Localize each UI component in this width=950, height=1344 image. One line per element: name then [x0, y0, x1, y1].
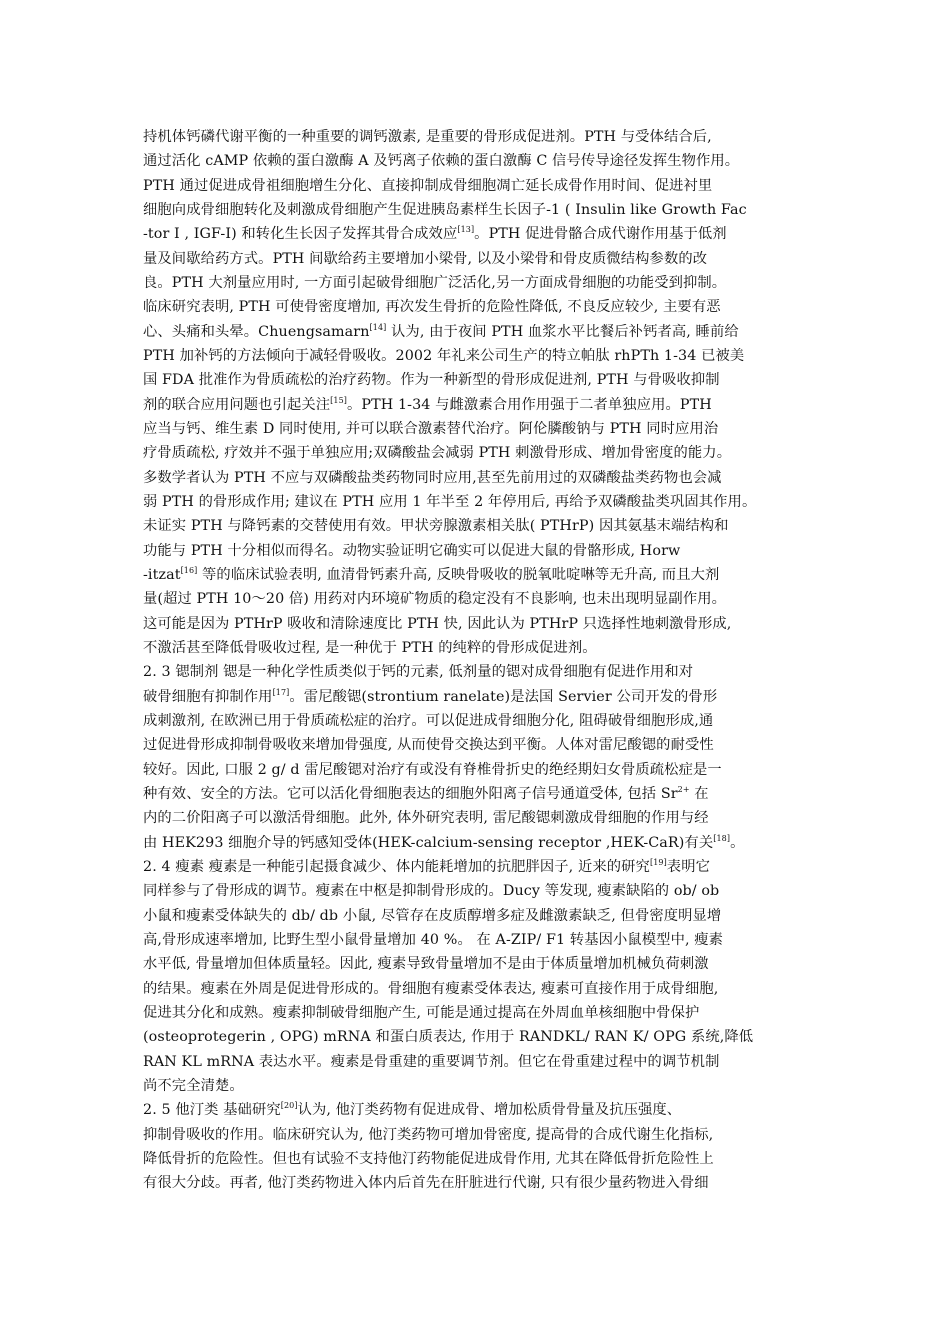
text-line	[143, 565, 719, 585]
text-run: 量及间歇给药方式。PTH 间歇给药主要增加小梁骨, 以及小梁骨和骨皮质微结构参数的改	[143, 250, 708, 267]
text-line	[143, 224, 727, 244]
text-run: 临床研究表明, PTH 可使骨密度增加, 再次发生骨折的危险性降低, 不良反应较少, 主要有恶	[143, 299, 721, 316]
text-line	[143, 808, 709, 828]
text-line	[143, 516, 729, 536]
text-line	[143, 662, 693, 682]
text-run: -tor I , IGF-I) 和转化生长因子发挥其骨合成效应	[143, 226, 458, 243]
citation-superscript: [17]	[272, 687, 290, 697]
text-run: 多数学者认为 PTH 不应与双磷酸盐类药物同时应用,甚至先前用过的双磷酸盐类药物也会减	[143, 469, 722, 486]
text-run: 2. 5 他汀类 基础研究	[143, 1102, 281, 1119]
text-run: 疗骨质疏松, 疗效并不强于单独应用;双磷酸盐会减弱 PTH 刺激骨形成、增加骨密度的能力。	[143, 445, 732, 462]
text-run: 尚不完全清楚。	[143, 1077, 244, 1094]
text-run: 水平低, 骨量增加但体质量轻。因此, 瘦素导致骨量增加不是由于体质量增加机械负荷刺激	[143, 956, 709, 973]
text-line	[143, 735, 714, 755]
citation-superscript: [19]	[649, 857, 667, 867]
text-run: (osteoprotegerin , OPG) mRNA 和蛋白质表达, 作用于 RANDKL/ RAN K/ OPG 系统,降低	[143, 1029, 754, 1046]
text-run: 功能与 PTH 十分相似而得名。动物实验证明它确实可以促进大鼠的骨骼形成, Horw	[143, 542, 681, 559]
text-line	[143, 346, 744, 366]
text-line	[143, 687, 717, 707]
text-line	[143, 614, 731, 634]
text-run: 弱 PTH 的骨形成作用; 建议在 PTH 应用 1 年半至 2 年停用后, 再给予双磷酸盐类巩固其作用。	[143, 493, 757, 510]
text-run: 应当与钙、维生素 D 同时使用, 并可以联合激素替代治疗。阿伦膦酸钠与 PTH 同时应用治	[143, 420, 719, 437]
text-run: 同样参与了骨形成的调节。瘦素在中枢是抑制骨形成的。Ducy 等发现, 瘦素缺陷的 ob/ ob	[143, 883, 720, 900]
text-line	[143, 881, 719, 901]
citation-superscript: [13]	[457, 225, 475, 235]
text-line	[143, 395, 712, 415]
text-line	[143, 784, 709, 804]
text-line	[143, 1076, 244, 1096]
text-run: 剂的联合应用问题也引起关注	[143, 396, 331, 413]
text-line	[143, 760, 722, 780]
text-line	[143, 906, 721, 926]
text-run: PTH 加补钙的方法倾向于减轻骨吸收。2002 年礼来公司生产的特立帕肽 rhPTh 1-34 已被美	[143, 347, 745, 364]
text-run: 国 FDA 批准作为骨质疏松的治疗药物。作为一种新型的骨形成促进剂, PTH 与骨吸收抑制	[143, 372, 720, 389]
text-run: 有很大分歧。再者, 他汀类药物进入体内后首先在肝脏进行代谢, 只有很少量药物进入骨细	[143, 1175, 709, 1192]
text-run: 成刺激剂, 在欧洲已用于骨质疏松症的治疗。可以促进成骨细胞分化, 阻碍破骨细胞形成,通	[143, 712, 714, 729]
text-line	[143, 1003, 699, 1023]
text-run: 。雷尼酸锶(strontium ranelate)是法国 Servier 公司开发的骨形	[289, 688, 718, 705]
text-line	[143, 273, 726, 293]
text-run: 过促进骨形成抑制骨吸收来增加骨强度, 从而使骨交换达到平衡。人体对雷尼酸锶的耐受性	[143, 737, 714, 754]
citation-superscript: 2+	[677, 784, 690, 794]
text-run: 小鼠和瘦素受体缺失的 db/ db 小鼠, 尽管存在皮质醇增多症及雌激素缺乏, 但骨密度明显增	[143, 907, 722, 924]
text-line	[143, 322, 739, 342]
text-line	[143, 711, 713, 731]
text-line	[143, 1052, 719, 1072]
text-line	[143, 1125, 713, 1145]
text-line	[143, 857, 710, 877]
text-line	[143, 833, 744, 853]
text-run: 良。PTH 大剂量应用时, 一方面引起破骨细胞广泛活化,另一方面成骨细胞的功能受到抑制。	[143, 274, 727, 291]
text-line	[143, 541, 680, 561]
text-run: -itzat	[143, 566, 181, 583]
text-line	[143, 1027, 753, 1047]
text-line	[143, 954, 709, 974]
text-run: 未证实 PTH 与降钙素的交替使用有效。甲状旁腺激素相关肽( PTHrP) 因其氨基末端结构和	[143, 518, 729, 535]
citation-superscript: [14]	[369, 322, 387, 332]
text-line	[143, 930, 723, 950]
text-run: 种有效、安全的方法。它可以活化骨细胞表达的细胞外阳离子信号通道受体, 包括 Sr	[143, 785, 678, 802]
text-run: 等的临床试验表明, 血清骨钙素升高, 反映骨吸收的脱氧吡啶啉等无升高, 而且大剂	[197, 566, 720, 583]
text-line	[143, 468, 722, 488]
text-run: 在	[689, 785, 709, 802]
text-run: 2. 4 瘦素 瘦素是一种能引起摄食减少、体内能耗增加的抗肥胖因子, 近来的研究	[143, 858, 650, 875]
text-line	[143, 370, 720, 390]
text-line	[143, 638, 597, 658]
text-line	[143, 297, 721, 317]
text-run: 量(超过 PTH 10～20 倍) 用药对内环境矿物质的稳定没有不良影响, 也未出现明显副作用。	[143, 591, 727, 608]
text-line	[143, 419, 718, 439]
text-run: 心、头痛和头晕。Chuengsamarn	[143, 323, 370, 340]
text-line	[143, 589, 726, 609]
text-run: 较好。因此, 口服 2 g/ d 雷尼酸锶对治疗有或没有脊椎骨折史的绝经期妇女骨质疏松症是一	[143, 761, 722, 778]
text-run: 抑制骨吸收的作用。临床研究认为, 他汀类药物可增加骨密度, 提高骨的合成代谢生化指标,	[143, 1126, 714, 1143]
text-run: 破骨细胞有抑制作用	[143, 688, 273, 705]
text-run: RAN KL mRNA 表达水平。瘦素是骨重建的重要调节剂。但它在骨重建过程中的调节机制	[143, 1053, 720, 1070]
text-run: 。PTH 1-34 与雌激素合用作用强于二者单独应用。PTH	[347, 396, 712, 413]
text-run: 这可能是因为 PTHrP 吸收和清除速度比 PTH 快, 因此认为 PTHrP 只选择性地刺激骨形成,	[143, 615, 732, 632]
text-run: 细胞向成骨细胞转化及刺激成骨细胞产生促进胰岛素样生长因子-1 ( Insulin like Growth Fac	[143, 201, 747, 218]
text-run: 的结果。瘦素在外周是促进骨形成的。骨细胞有瘦素受体表达, 瘦素可直接作用于成骨细胞,	[143, 980, 719, 997]
citation-superscript: [16]	[180, 565, 198, 575]
text-run: 2. 3 锶制剂 锶是一种化学性质类似于钙的元素, 低剂量的锶对成骨细胞有促进作用和对	[143, 664, 694, 681]
citation-superscript: [18]	[713, 833, 731, 843]
text-run: 由 HEK293 细胞介导的钙感知受体(HEK-calcium-sensing receptor ,HEK-CaR)有关	[143, 834, 714, 851]
text-run: 认为, 他汀类药物有促进成骨、增加松质骨骨量及抗压强度、	[297, 1102, 682, 1119]
text-run: 。PTH 促进骨骼合成代谢作用基于低剂	[474, 226, 727, 243]
text-line	[143, 492, 756, 512]
text-run: 高,骨形成速率增加, 比野生型小鼠骨量增加 40 %。 在 A-ZIP/ F1 转基因小鼠模型中, 瘦素	[143, 931, 724, 948]
citation-superscript: [15]	[330, 395, 347, 405]
text-run: 。	[730, 834, 745, 851]
text-line	[143, 249, 707, 269]
text-run: 认为, 由于夜间 PTH 血浆水平比餐后补钙者高, 睡前给	[386, 323, 739, 340]
citation-superscript: [20]	[280, 1101, 298, 1111]
text-line	[143, 176, 712, 196]
text-line	[143, 443, 731, 463]
text-run: 持机体钙磷代谢平衡的一种重要的调钙激素, 是重要的骨形成促进剂。PTH 与受体结合后,	[143, 129, 712, 145]
text-run: 促进其分化和成熟。瘦素抑制破骨细胞产生, 可能是通过提高在外周血单核细胞中骨保护	[143, 1004, 700, 1021]
text-line	[143, 1173, 709, 1193]
text-line	[143, 1100, 681, 1120]
text-run: PTH 通过促进成骨祖细胞增生分化、直接抑制成骨细胞凋亡延长成骨作用时间、促进衬里	[143, 177, 713, 194]
text-line	[143, 200, 747, 220]
text-run: 通过活化 cAMP 依赖的蛋白激酶 A 及钙离子依赖的蛋白激酶 C 信号传导途径发挥生物作用。	[143, 153, 740, 170]
text-run: 不激活甚至降低骨吸收过程, 是一种优于 PTH 的纯粹的骨形成促进剂。	[143, 639, 597, 656]
text-run: 表明它	[666, 858, 710, 875]
text-run: 降低骨折的危险性。但也有试验不支持他汀药物能促进成骨作用, 尤其在降低骨折危险性上	[143, 1150, 714, 1167]
text-line	[143, 979, 718, 999]
text-line	[143, 1149, 714, 1169]
text-run: 内的二价阳离子可以激活骨细胞。此外, 体外研究表明, 雷尼酸锶刺激成骨细胞的作用与经	[143, 810, 709, 827]
text-line	[143, 127, 712, 147]
text-line	[143, 151, 739, 171]
